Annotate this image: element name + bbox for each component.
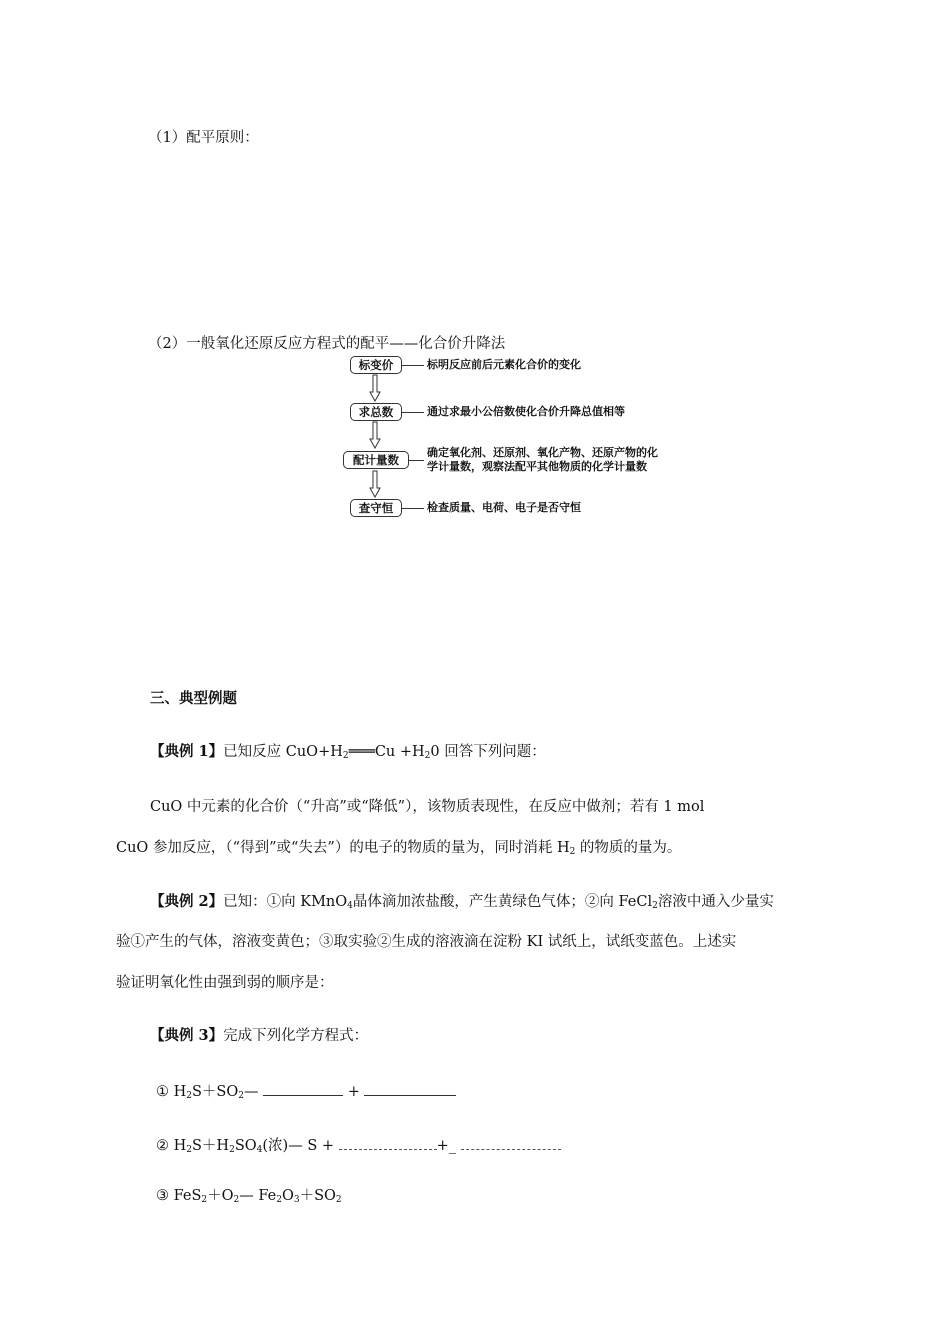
example-1-line3: CuO 参加反应，（“得到”或“失去”）的电子的物质的量为，同时消耗 $H_2$ 的物质的量为。: [116, 840, 682, 857]
example-tag: 【典例 3】: [150, 1027, 224, 1044]
down-arrow-icon: [369, 470, 381, 498]
example-2-line1: 【典例 2】已知：①向 KMnO$_4$晶体滴加浓盐酸，产生黄绿色气体；②向 FeCl$_2$溶液中通入少量实: [150, 893, 774, 911]
example-2-line2: 验①产生的气体，溶液变黄色；③取实验②生成的溶液滴在淀粉 KI 试纸上，试纸变蓝色。上述实: [116, 934, 737, 950]
example-tag: 【典例 1】: [150, 743, 224, 760]
equals-sign: ═══: [348, 744, 375, 760]
example-tag: 【典例 2】: [150, 893, 224, 910]
equation-1: ① $H_2S+SO_2—$ +: [156, 1081, 456, 1102]
flow-step-desc-line2: 学计量数，观察法配平其他物质的化学计量数: [427, 460, 647, 473]
flow-step-check-conservation: 查守恒: [350, 499, 402, 517]
flow-step-desc-line1: 确定氧化剂、还原剂、氧化产物、还原产物的化: [427, 446, 658, 459]
answer-blank[interactable]: [364, 1081, 456, 1096]
method-heading: （2）一般氧化还原反应方程式的配平——化合价升降法: [148, 336, 506, 352]
example-1-intro: 【典例 1】已知反应 $CuO+H_2═══Cu +H_20$ 回答下列问题：: [150, 743, 546, 761]
connector-line: [402, 508, 424, 509]
answer-blank[interactable]: [263, 1081, 343, 1096]
down-arrow-icon: [369, 421, 381, 449]
section-heading: 三、典型例题: [150, 690, 237, 707]
flow-step-desc: 标明反应前后元素化合价的变化: [427, 358, 581, 371]
flow-step-mark-valence: 标变价: [350, 356, 402, 374]
example-2-line3: 验证明氧化性由强到弱的顺序是：: [116, 975, 334, 991]
connector-line: [409, 460, 424, 461]
answer-blank[interactable]: [461, 1135, 561, 1150]
flow-step-coefficients: 配计量数: [343, 451, 409, 469]
equation-2: ② $H_2S+H_2SO_4$(浓)— S + +_: [156, 1135, 561, 1156]
connector-line: [402, 412, 424, 413]
flow-step-desc: 检查质量、电荷、电子是否守恒: [427, 501, 581, 514]
example-1-line2: CuO 中元素的化合价（“升高”或“降低”），该物质表现性，在反应中做剂；若有 1 mol: [150, 799, 705, 815]
flow-step-sum-total: 求总数: [350, 403, 402, 421]
principle-heading: （1）配平原则：: [148, 130, 259, 146]
equation-3: ③ $FeS_2+O_2—$ $Fe_2O_3+SO_2$: [156, 1188, 342, 1205]
flow-step-desc: 通过求最小公倍数使化合价升降总值相等: [427, 405, 625, 418]
example-3-intro: 【典例 3】完成下列化学方程式：: [150, 1027, 369, 1044]
answer-blank[interactable]: [339, 1135, 437, 1150]
connector-line: [402, 365, 424, 366]
down-arrow-icon: [369, 374, 381, 402]
